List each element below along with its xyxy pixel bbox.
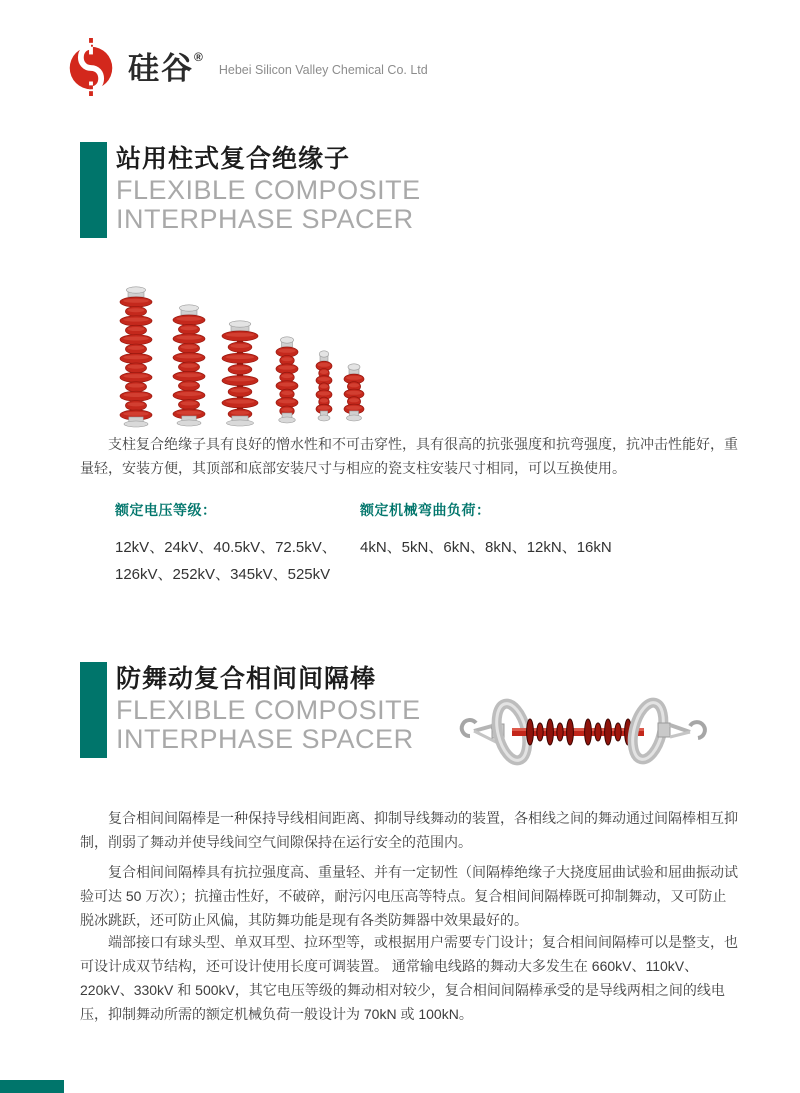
section2-heading: [80, 662, 421, 758]
spec-voltage-line1: 12kV、24kV、40.5kV、72.5kV、: [115, 539, 337, 556]
section2-paragraph-2: 复合相间间隔棒具有抗拉强度高、重量轻、并有一定韧性（间隔棒绝缘子大挠度屈曲试验和屈曲振动试验可达 50 万次）；抗撞击性好，不破碎，耐污闪电压高等特点。复合相间间隔棒既可抑制舞动，又可防止脱冰跳跃，还可防止风偏，其防舞功能是现有各类防舞器中效果最好的。: [80, 864, 738, 928]
section2-accent-bar: [80, 662, 107, 758]
section2-title-zh: 防舞动复合相间间隔棒: [116, 665, 377, 693]
section2-title-en-2: INTERPHASE SPACER: [116, 724, 414, 754]
silicon-valley-logo-icon: [62, 38, 120, 96]
section1-title-zh: 站用柱式复合绝缘子: [116, 145, 351, 173]
registered-trademark: ®: [194, 49, 205, 64]
spec-load: [360, 500, 612, 561]
section1-heading: [80, 142, 421, 238]
insulators-product-image: [103, 276, 403, 428]
section1-title-en-2: INTERPHASE SPACER: [116, 204, 414, 234]
spacer-product-image: [452, 682, 722, 782]
footer-accent-bar: [0, 1080, 64, 1093]
spec-load-line1: 4kN、5kN、6kN、8kN、12kN、16kN: [360, 539, 612, 556]
section2-title-en-1: FLEXIBLE COMPOSITE: [116, 695, 421, 725]
section1-title-en-1: FLEXIBLE COMPOSITE: [116, 175, 421, 205]
section1-accent-bar: [80, 142, 107, 238]
section1-description: 支柱复合绝缘子具有良好的憎水性和不可击穿性，具有很高的抗张强度和抗弯强度，抗冲击性能好，重量轻，安装方便，其顶部和底部安装尺寸与相应的瓷支柱安装尺寸相同，可以互换使用。: [80, 436, 738, 476]
header: [62, 38, 428, 96]
spec-load-label: 额定机械弯曲负荷：: [360, 502, 491, 518]
section2-paragraph-3: 端部接口有球头型、单双耳型、拉环型等，或根据用户需要专门设计；复合相间间隔棒可以是整支，也可设计成双节结构，还可设计使用长度可调装置。 通常输电线路的舞动大多发生在 660kV、110kV、220kV、330kV 和 500kV，其它电压等级的舞动相对较少，复合相间间隔棒承受的是导线两相之间的线电压，抑制舞动所需的额定机械负荷一般设计为 70kN 或 100kN。: [80, 934, 738, 1022]
spec-voltage-line2: 126kV、252kV、345kV、525kV: [115, 566, 331, 583]
brand-name: 硅谷®: [128, 49, 205, 86]
spec-voltage-label: 额定电压等级：: [115, 502, 217, 518]
section2-paragraph-1: 复合相间间隔棒是一种保持导线相间距离、抑制导线舞动的装置，各相线之间的舞动通过间隔棒相互抑制，削弱了舞动并使导线间空气间隙保持在运行安全的范围内。: [80, 810, 738, 850]
company-name: Hebei Silicon Valley Chemical Co. Ltd: [218, 63, 428, 77]
spec-voltage: [115, 500, 337, 588]
